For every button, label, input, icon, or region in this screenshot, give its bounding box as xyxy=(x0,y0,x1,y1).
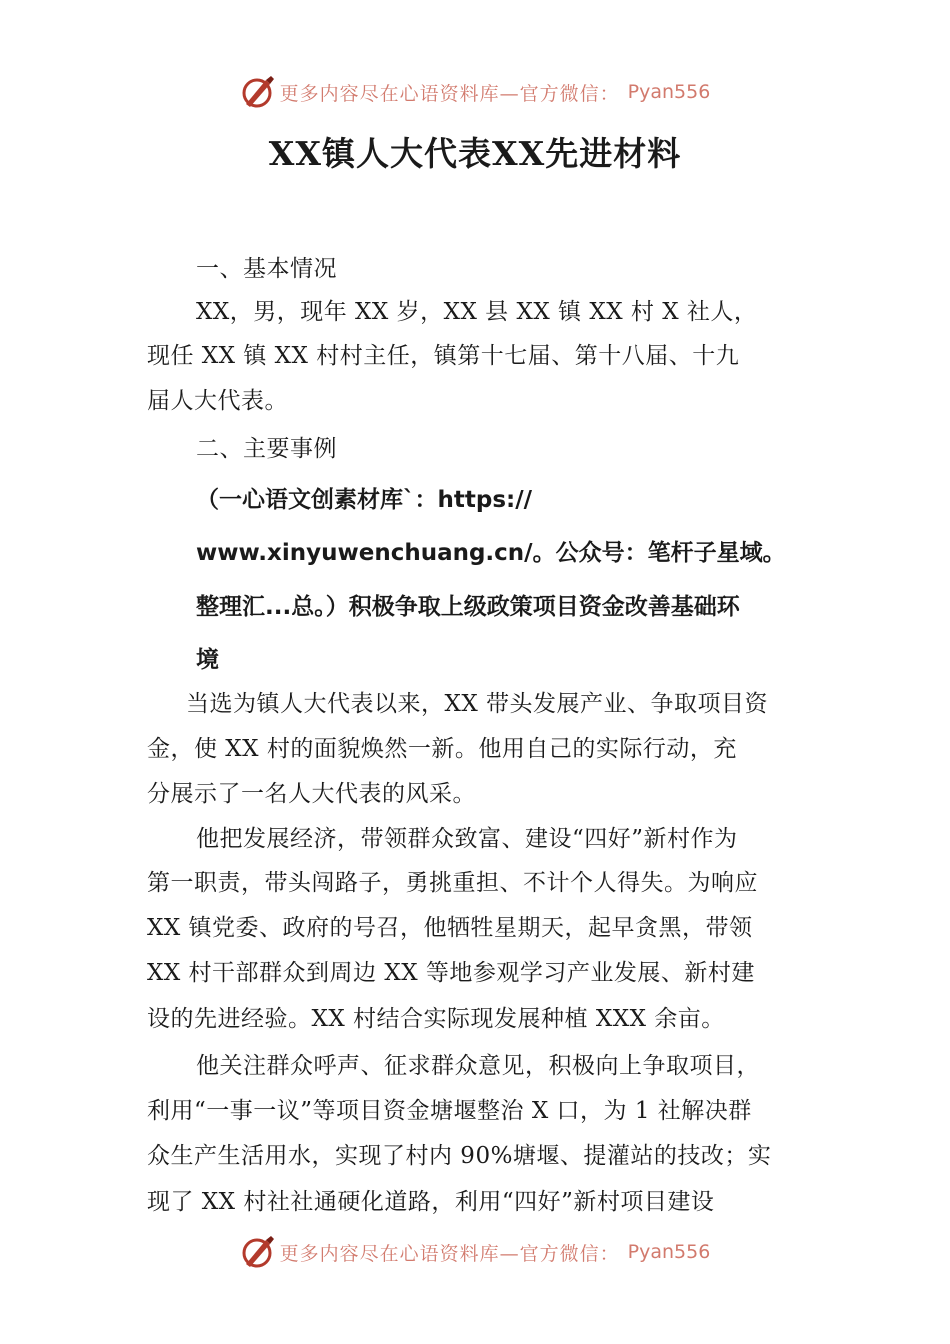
paragraph-line: 他把发展经济，带领群众致富、建设“四好”新村作为 xyxy=(196,826,738,852)
section-heading-basic: 一、基本情况 xyxy=(196,256,337,282)
paragraph-line: 众生产生活用水，实现了村内 90%塘堰、提灌站的技改；实 xyxy=(147,1143,772,1169)
watermark-footer xyxy=(0,1230,950,1274)
subheading-line: （一心语文创素材库`：https:// xyxy=(196,487,533,513)
watermark-text: 更多内容尽在心语资料库—官方微信： xyxy=(279,1242,620,1265)
paragraph-line: 设的先进经验。XX 村结合实际现发展种植 XXX 余亩。 xyxy=(147,1006,725,1032)
pen-logo-icon xyxy=(240,74,276,110)
watermark-text: 更多内容尽在心语资料库—官方微信： xyxy=(279,82,620,105)
section-heading-examples: 二、主要事例 xyxy=(196,436,337,462)
paragraph-line: 现了 XX 村社社通硬化道路，利用“四好”新村项目建设 xyxy=(147,1189,715,1215)
subheading-line: 整理汇...总。）积极争取上级政策项目资金改善基础环 xyxy=(196,594,740,620)
paragraph-line: 第一职责，带头闯路子，勇挑重担、不计个人得失。为响应 xyxy=(147,870,758,896)
paragraph-line: 利用“一事一议”等项目资金塘堰整治 X 口，为 1 社解决群 xyxy=(147,1098,752,1124)
watermark-wechat-id: Pyan556 xyxy=(627,81,711,103)
paragraph-line: 届人大代表。 xyxy=(147,388,288,414)
subheading-line: 境 xyxy=(196,647,219,673)
paragraph-line: 当选为镇人大代表以来，XX 带头发展产业、争取项目资 xyxy=(186,691,769,717)
pen-logo-icon xyxy=(240,1234,276,1270)
paragraph-line: XX 村干部群众到周边 XX 等地参观学习产业发展、新村建 xyxy=(147,960,755,986)
subheading-line: www.xinyuwenchuang.cn/。公众号：笔杆子星域。 xyxy=(196,540,786,566)
paragraph-line: XX 镇党委、政府的号召，他牺牲星期天，起早贪黑，带领 xyxy=(147,915,753,941)
paragraph-line: 分展示了一名人大代表的风采。 xyxy=(147,781,476,807)
paragraph-line: 他关注群众呼声、征求群众意见，积极向上争取项目， xyxy=(196,1053,760,1079)
paragraph-line: 现任 XX 镇 XX 村村主任，镇第十七届、第十八届、十九 xyxy=(147,343,740,369)
paragraph-line: XX，男，现年 XX 岁，XX 县 XX 镇 XX 村 X 社人， xyxy=(196,299,758,325)
watermark-header xyxy=(0,70,950,114)
paragraph-line: 金，使 XX 村的面貌焕然一新。他用自己的实际行动，充 xyxy=(147,736,737,762)
document-title: XX镇人大代表XX先进材料 xyxy=(268,134,682,173)
watermark-wechat-id: Pyan556 xyxy=(627,1241,711,1263)
